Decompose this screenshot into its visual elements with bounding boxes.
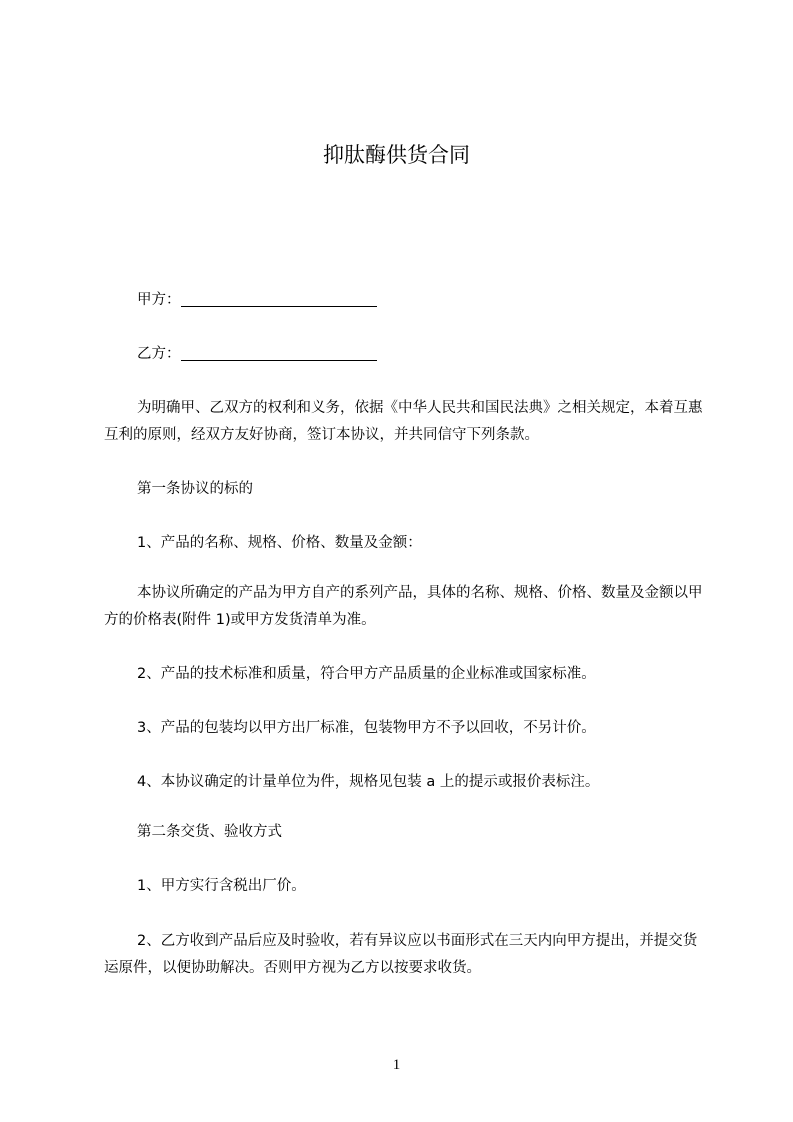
preamble-paragraph: 为明确甲、乙双方的权利和义务，依据《中华人民共和国民法典》之相关规定，本着互惠互利的原则，经双方友好协商，签订本协议，并共同信守下列条款。 [104, 400, 703, 443]
party-b-blank [181, 344, 377, 361]
party-a-line [104, 287, 710, 314]
article-1-item-1: 1、产品的名称、规格、价格、数量及金额： [137, 535, 422, 551]
article-1-item-2: 2、产品的技术标准和质量，符合甲方产品质量的企业标准或国家标准。 [137, 666, 596, 682]
party-a-label: 甲方： [137, 292, 181, 308]
article-1-item-4: 4、本协议确定的计量单位为件，规格见包装 a 上的提示或报价表标注。 [137, 774, 600, 790]
article-1-item-3: 3、产品的包装均以甲方出厂标准，包装物甲方不予以回收，不另计价。 [137, 720, 596, 736]
document-title: 抑肽酶供货合同 [323, 143, 470, 167]
party-a-blank [181, 290, 377, 307]
article-1-heading: 第一条协议的标的 [137, 481, 253, 497]
article-1-item-1-detail: 本协议所确定的产品为甲方自产的系列产品，具体的名称、规格、价格、数量及金额以甲方的价格表(附件 1)或甲方发货清单为准。 [104, 585, 703, 628]
article-2-heading: 第二条交货、验收方式 [137, 824, 282, 840]
party-b-label: 乙方： [137, 346, 181, 362]
article-2-item-1: 1、甲方实行含税出厂价。 [137, 878, 306, 894]
article-2-item-2: 2、乙方收到产品后应及时验收，若有异议应以书面形式在三天内向甲方提出，并提交货运原件，以便协助解决。否则甲方视为乙方以按要求收货。 [104, 933, 698, 976]
page-number: 1 [392, 1057, 401, 1073]
party-b-line [104, 341, 710, 368]
